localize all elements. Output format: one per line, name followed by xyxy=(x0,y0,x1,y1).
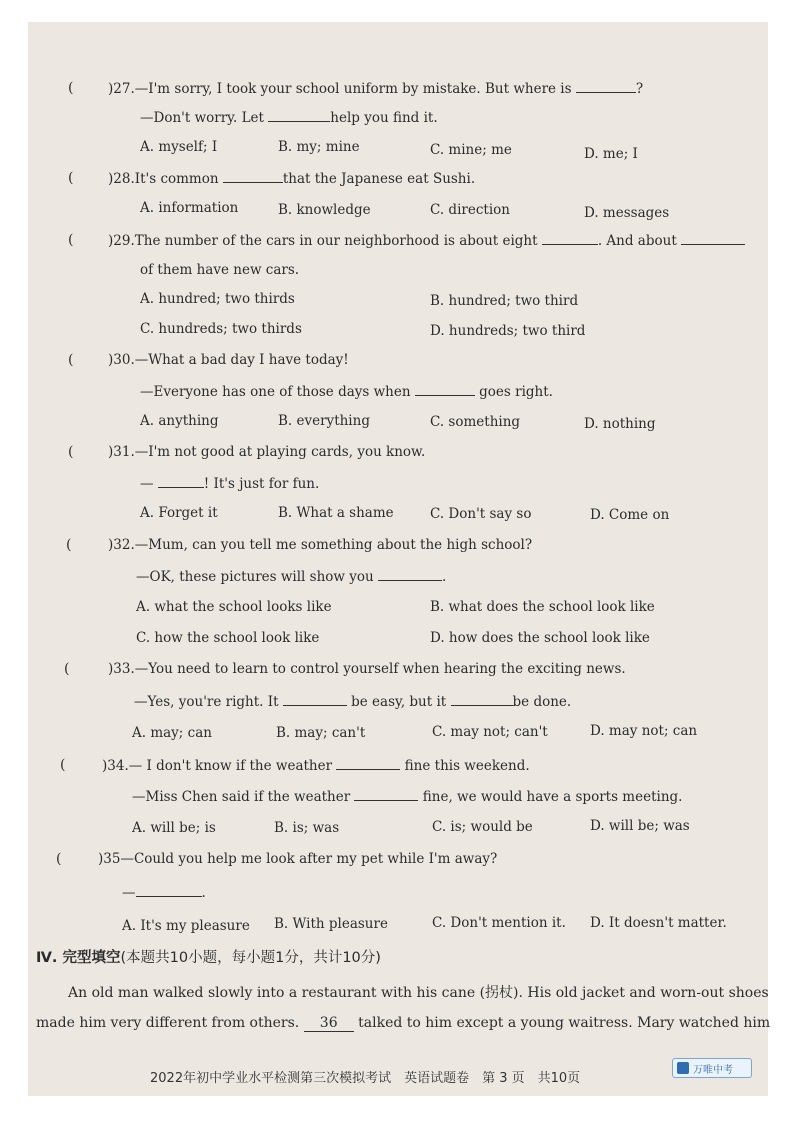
option-d: D. hundreds; two third xyxy=(430,323,586,339)
option-a: A. myself; I xyxy=(140,139,218,155)
question-34-stem: )34.— I don't know if the weather fine this weekend. xyxy=(102,758,530,774)
question-32-reply: —OK, these pictures will show you . xyxy=(136,569,447,585)
section-title: Ⅳ. 完型填空(本题共10小题，每小题1分，共计10分) xyxy=(36,950,381,966)
option-a: A. what the school looks like xyxy=(136,599,332,615)
question-27-reply: —Don't worry. Let help you find it. xyxy=(140,110,438,126)
option-c: C. may not; can't xyxy=(432,724,548,740)
option-b: B. With pleasure xyxy=(274,916,388,932)
option-b: B. my; mine xyxy=(278,139,360,155)
passage-line-1: An old man walked slowly into a restaurant with his cane (拐杖). His old jacket and worn-out shoes xyxy=(68,985,769,1001)
option-c: C. is; would be xyxy=(432,819,533,835)
option-d: D. may not; can xyxy=(590,723,698,739)
option-a: A. It's my pleasure xyxy=(122,918,250,934)
option-d: D. me; I xyxy=(584,146,638,162)
option-a: A. will be; is xyxy=(132,820,216,836)
option-a: A. information xyxy=(140,200,239,216)
cloze-blank-36[interactable]: 36 xyxy=(304,1015,354,1032)
option-a: A. Forget it xyxy=(140,505,218,521)
option-b: B. may; can't xyxy=(276,725,366,741)
answer-paren[interactable]: ( xyxy=(68,80,74,96)
question-30-stem: )30.—What a bad day I have today! xyxy=(108,352,349,368)
question-35-stem: )35—Could you help me look after my pet while I'm away? xyxy=(98,851,498,867)
option-d: D. nothing xyxy=(584,416,656,432)
option-c: C. something xyxy=(430,414,521,430)
question-29-stem-cont: of them have new cars. xyxy=(140,262,300,278)
question-33-stem: )33.—You need to learn to control yourself when hearing the exciting news. xyxy=(108,661,626,677)
option-d: D. It doesn't matter. xyxy=(590,915,727,931)
page-footer: 2022年初中学业水平检测第三次模拟考试 英语试题卷 第 3 页 共10页 xyxy=(150,1071,581,1086)
question-28-stem: )28.It's common that the Japanese eat Sushi. xyxy=(108,171,476,187)
option-c: C. hundreds; two thirds xyxy=(140,321,302,337)
option-c: C. how the school look like xyxy=(136,630,320,646)
option-d: D. how does the school look like xyxy=(430,630,650,646)
answer-paren[interactable]: ( xyxy=(56,851,62,867)
question-31-stem: )31.—I'm not good at playing cards, you know. xyxy=(108,444,426,460)
answer-paren[interactable]: ( xyxy=(60,757,66,773)
answer-paren[interactable]: ( xyxy=(68,232,74,248)
option-b: B. everything xyxy=(278,413,370,429)
option-c: C. direction xyxy=(430,202,510,218)
option-c: C. mine; me xyxy=(430,142,512,158)
option-b: B. hundred; two third xyxy=(430,293,579,309)
option-d: D. Come on xyxy=(590,507,670,523)
option-d: D. messages xyxy=(584,205,670,221)
question-32-stem: )32.—Mum, can you tell me something about the high school? xyxy=(108,537,533,553)
answer-paren[interactable]: ( xyxy=(68,170,74,186)
option-d: D. will be; was xyxy=(590,818,690,834)
watermark-logo: 万唯中考 xyxy=(672,1058,752,1078)
question-34-reply: —Miss Chen said if the weather fine, we would have a sports meeting. xyxy=(132,789,683,805)
question-29-stem: )29.The number of the cars in our neighborhood is about eight . And about xyxy=(108,232,745,249)
logo-icon xyxy=(677,1062,689,1074)
option-a: A. hundred; two thirds xyxy=(140,291,295,307)
option-b: B. knowledge xyxy=(278,202,371,218)
passage-line-2: made him very different from others. 36 talked to him except a young waitress. Mary watched him xyxy=(36,1015,771,1031)
answer-paren[interactable]: ( xyxy=(64,661,70,677)
question-31-reply: — ! It's just for fun. xyxy=(140,476,320,492)
option-a: A. may; can xyxy=(132,725,212,741)
option-c: C. Don't mention it. xyxy=(432,915,566,931)
answer-paren[interactable]: ( xyxy=(66,537,72,553)
answer-paren[interactable]: ( xyxy=(68,352,74,368)
option-a: A. anything xyxy=(140,413,219,429)
option-b: B. is; was xyxy=(274,820,340,836)
option-b: B. What a shame xyxy=(278,505,394,521)
question-27-stem: )27.—I'm sorry, I took your school uniform by mistake. But where is ? xyxy=(108,81,644,97)
question-33-reply: —Yes, you're right. It be easy, but it be done. xyxy=(134,694,572,710)
question-30-reply: —Everyone has one of those days when goes right. xyxy=(140,384,553,400)
answer-paren[interactable]: ( xyxy=(68,444,74,460)
question-35-reply: — . xyxy=(122,885,206,901)
option-c: C. Don't say so xyxy=(430,506,532,522)
option-b: B. what does the school look like xyxy=(430,599,655,615)
